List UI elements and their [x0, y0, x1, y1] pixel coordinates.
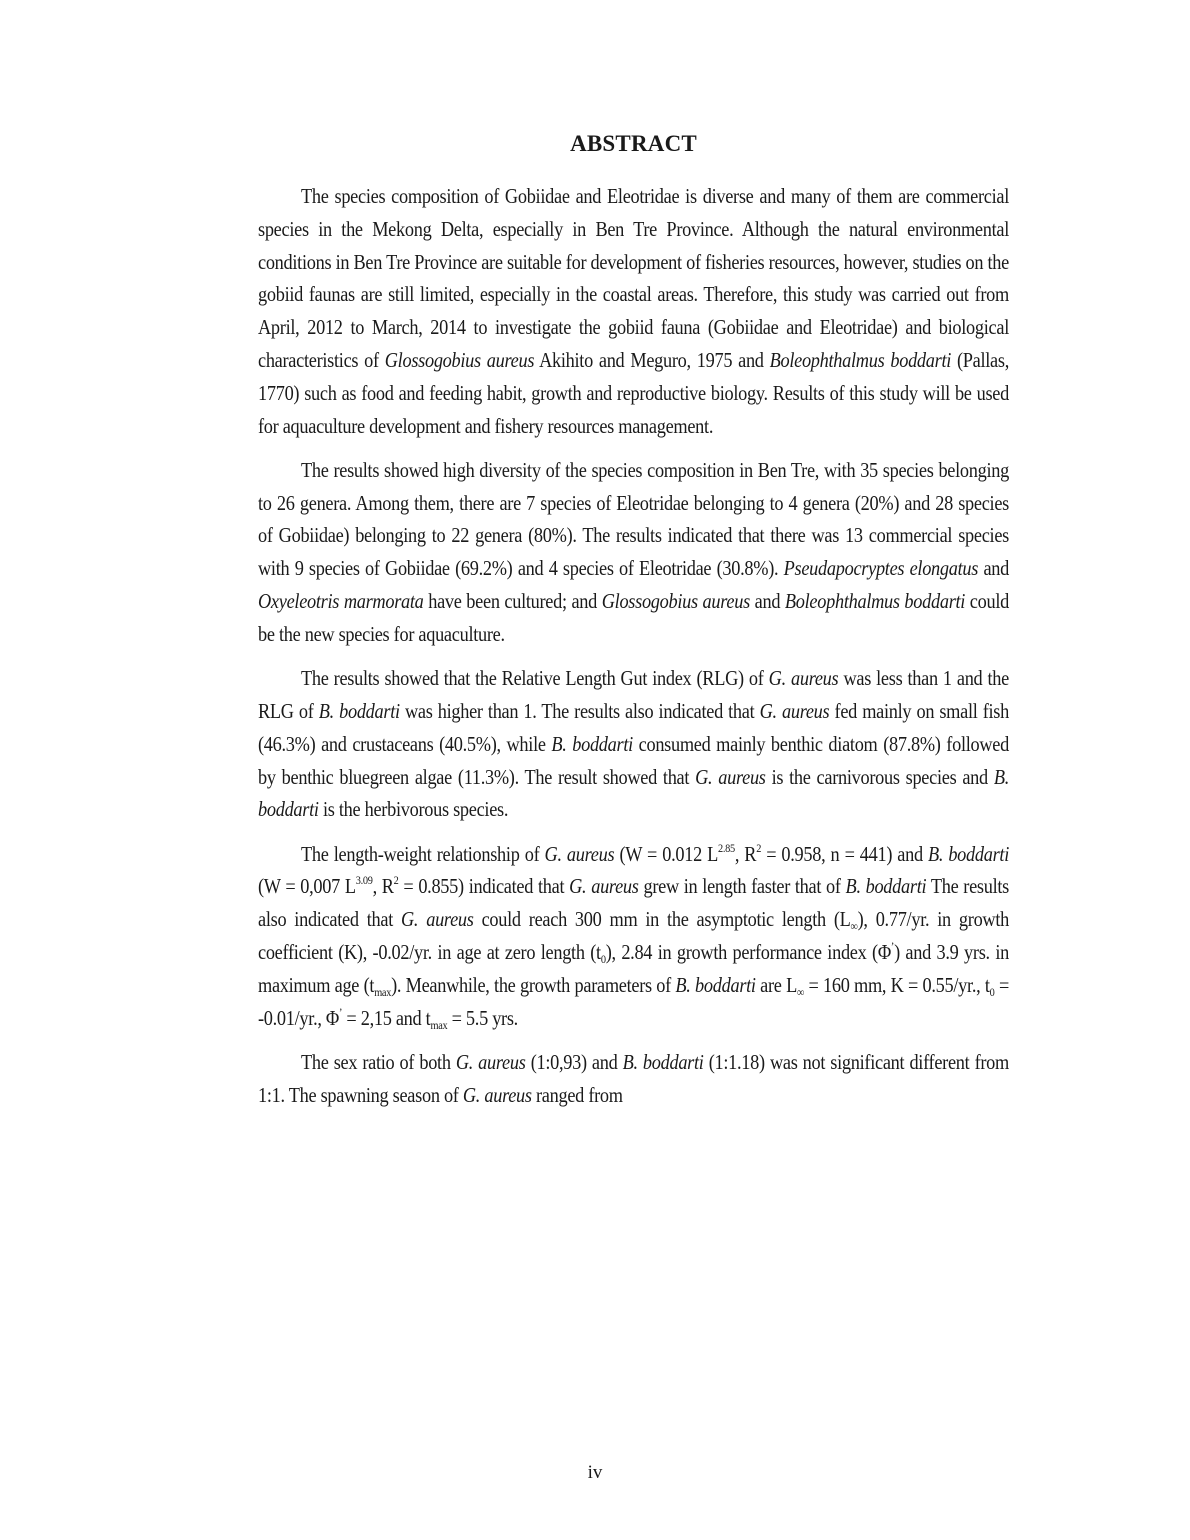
species-name: Glossogobius aureus: [601, 589, 750, 614]
text-run: fed mainly on small fish (46.3%) and crustaceans (40.5%), while: [258, 698, 1009, 756]
text-run: = 0.958, n = 441) and: [761, 841, 928, 866]
text-run: , R: [734, 841, 757, 866]
text-run: ranged from: [531, 1082, 623, 1107]
species-name: B. boddarti: [675, 972, 756, 997]
species-name: G. aureus: [401, 907, 474, 932]
species-name: Boleophthalmus boddarti: [769, 347, 952, 372]
text-run: The length-weight relationship of: [301, 841, 545, 866]
subscript: max: [374, 984, 392, 999]
paragraph-growth-parameters: [258, 838, 1009, 1035]
superscript: 3.09: [355, 873, 373, 888]
text-run: The species composition of Gobiidae and Eleotridae is diverse and many of them are commercial species in the Mekong Delta, especially in Ben Tre Province. Although the natural environmental conditions in Ben Tre Province are suitable for development of fisheries resources, however, studies on the gobiid faunas are still limited, especially in the coastal areas. Therefore, this study was carried out from April, 2012 to March, 2014 to investigate the gobiid fauna (Gobiidae and Eleotridae) and biological characteristics of: [258, 184, 1009, 372]
species-name: G. aureus: [768, 666, 839, 691]
abstract-body: [258, 180, 1009, 1112]
superscript: ’: [890, 939, 895, 954]
text-run: consumed mainly benthic diatom (87.8%) followed by benthic bluegreen algae (11.3%). The result showed that: [258, 731, 1009, 789]
superscript: 2.85: [717, 840, 735, 855]
text-run: and: [978, 556, 1009, 581]
species-name: B. boddarti: [927, 841, 1010, 866]
text-run: The results showed high diversity of the species composition in Ben Tre, with 35 species belonging to 26 genera. Among them, there are 7 species of Eleotridae belonging to 4 genera (20%) and 28 species of Gobiidae) belonging to 22 genera (80%). The results indicated that there was 13 commercial species with 9 species of Gobiidae (69.2%) and 4 species of Eleotridae (30.8%).: [258, 457, 1009, 581]
subscript: ∞: [850, 919, 858, 934]
text-run: ). Meanwhile, the growth parameters of: [391, 972, 676, 997]
subscript: ∞: [796, 984, 805, 999]
subscript: 0: [989, 984, 995, 999]
superscript: 2: [393, 873, 399, 888]
text-run: (1:1.18) was not significant different from 1:1. The spawning season of: [258, 1049, 1009, 1107]
text-run: = 0.855) indicated that: [398, 874, 570, 899]
superscript: 2: [756, 840, 762, 855]
species-name: B. boddarti: [551, 731, 633, 756]
species-name: G. aureus: [569, 874, 639, 899]
text-run: , R: [372, 874, 394, 899]
page-number: iv: [587, 1462, 603, 1483]
species-name: G. aureus: [455, 1049, 526, 1074]
text-run: and: [749, 589, 785, 614]
text-run: could be the new species for aquaculture.: [258, 589, 1010, 646]
species-name: Boleophthalmus boddarti: [784, 589, 966, 614]
species-name: G. aureus: [544, 841, 615, 866]
paragraph-feeding-habits: [258, 662, 1009, 826]
text-run: The results also indicated that: [258, 874, 1010, 932]
text-run: (W = 0.012 L: [614, 841, 718, 866]
text-run: = -0.01/yr., Φ: [258, 972, 1009, 1030]
species-name: Oxyeleotris marmorata: [258, 589, 424, 614]
paragraph-species-composition: [258, 454, 1009, 651]
text-run: 1975 and: [690, 347, 770, 372]
text-run: = 2,15 and t: [342, 1005, 431, 1030]
subscript: max: [430, 1017, 448, 1032]
text-run: is the carnivorous species and: [765, 764, 994, 789]
species-name: B. boddarti: [622, 1049, 704, 1074]
species-name: B. boddarti: [258, 764, 1010, 822]
species-name: G. aureus: [759, 698, 830, 723]
text-run: (W = 0,007 L: [258, 874, 356, 899]
paragraph-study-overview: [258, 180, 1009, 442]
text-run: is the herbivorous species.: [318, 797, 509, 822]
species-name: Glossogobius aureus: [384, 347, 535, 372]
species-name: B. boddarti: [318, 698, 400, 723]
text-run: ), 0.77/yr. in growth coefficient (K), -0.02/yr. in age at zero length (t: [258, 907, 1009, 965]
species-name: B. boddarti: [845, 874, 927, 899]
text-run: could reach 300 mm in the asymptotic length (L: [473, 907, 851, 932]
text-run: = 160 mm, K = 0.55/yr., t: [804, 972, 990, 997]
text-run: grew in length faster that of: [638, 874, 846, 899]
text-run: The results showed that the Relative Length Gut index (RLG) of: [301, 666, 769, 691]
text-run: The sex ratio of both: [301, 1049, 456, 1074]
text-run: have been cultured; and: [423, 589, 602, 614]
superscript: ’: [339, 1004, 343, 1019]
text-run: (Pallas, 1770) such as food and feeding habit, growth and reproductive biology. Results of this study will be used for aquaculture development and fishery resources management.: [258, 347, 1009, 438]
text-run: (1:0,93) and: [525, 1049, 623, 1074]
abstract-heading: ABSTRACT: [570, 131, 697, 156]
text-run: ) and 3.9 yrs. in maximum age (t: [258, 940, 1009, 997]
species-name: G. aureus: [695, 764, 766, 789]
species-name: ,: [686, 347, 691, 372]
species-name: G. aureus: [462, 1082, 532, 1107]
text-run: ), 2.84 in growth performance index (Φ: [605, 940, 891, 965]
text-run: was less than 1 and the RLG of: [258, 666, 1009, 723]
species-name: Pseudapocryptes elongatus: [783, 556, 979, 581]
text-run: was higher than 1. The results also indicated that: [399, 698, 760, 723]
paragraph-reproduction: [258, 1046, 1009, 1112]
text-run: = 5.5 yrs.: [447, 1005, 518, 1030]
page-body: [258, 128, 1009, 1123]
text-run: are L: [755, 972, 797, 997]
subscript: 0: [600, 952, 606, 967]
text-run: Akihito and Meguro: [534, 347, 687, 372]
